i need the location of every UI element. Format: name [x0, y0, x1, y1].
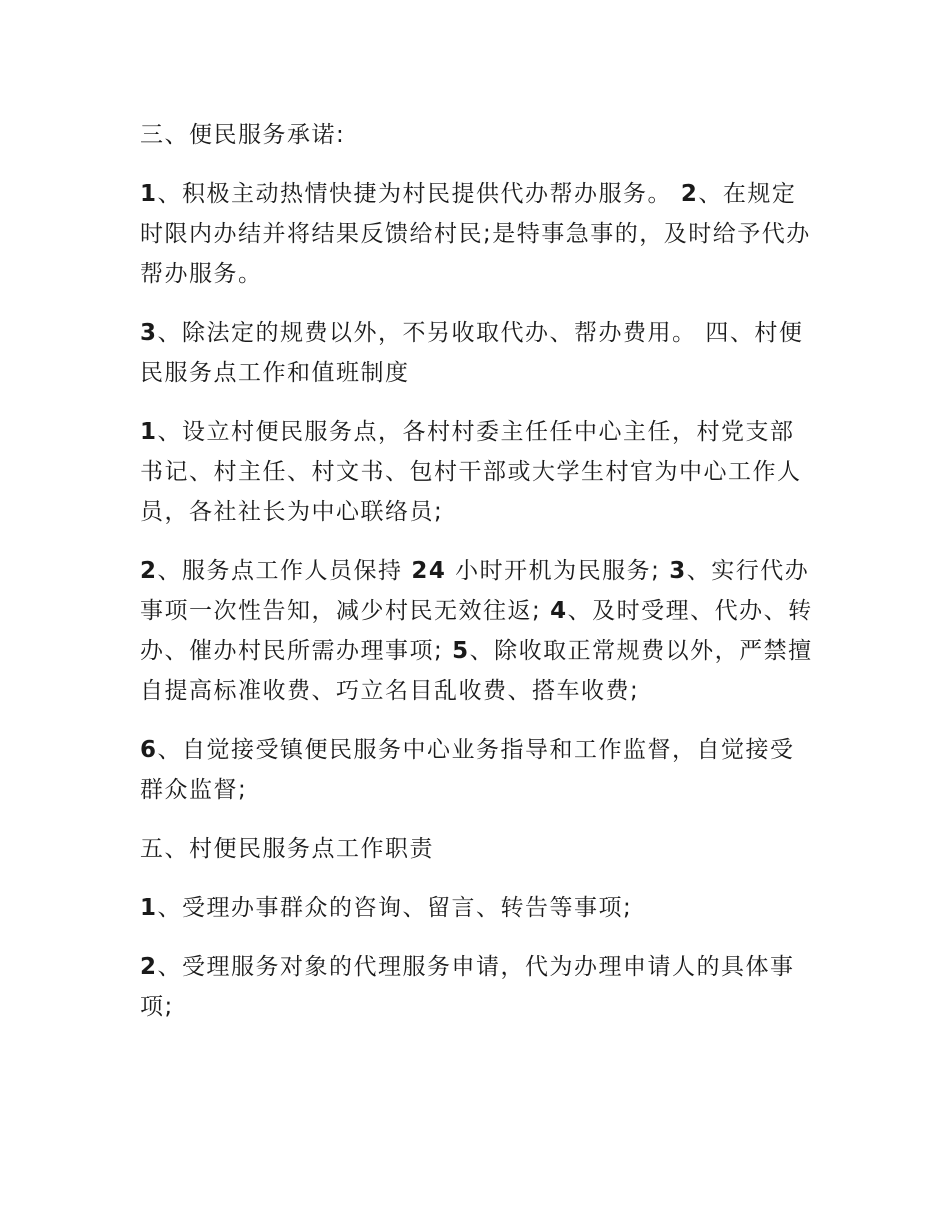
item-number: 2: [140, 954, 158, 980]
paragraph-text: 、除法定的规费以外，不另收取代办、帮办费用。 四、村便民服务点工作和值班制度: [140, 320, 804, 386]
paragraph: [140, 947, 815, 1027]
item-number: 5: [452, 638, 470, 664]
paragraph: [140, 412, 815, 532]
paragraph: [140, 174, 815, 294]
paragraph-text: 、积极主动热情快捷为村民提供代办帮办服务。: [157, 181, 681, 207]
paragraph-text: 、设立村便民服务点，各村村委主任任中心主任，村党支部书记、村主任、村文书、包村干部或大学生村官为中心工作人员，各社社长为中心联络员;: [140, 419, 802, 525]
paragraph-text: 、受理办事群众的咨询、留言、转告等事项;: [157, 895, 633, 921]
paragraph-text: 、除收取正常规费以外，严禁擅自提高标准收费、巧立名目乱收费、搭车收费;: [140, 638, 813, 704]
paragraph-text: 、自觉接受镇便民服务中心业务指导和工作监督，自觉接受群众监督;: [140, 737, 795, 803]
item-number: 1: [140, 181, 158, 207]
paragraph: [140, 313, 815, 393]
paragraph: [140, 888, 815, 928]
paragraph: [140, 551, 815, 711]
paragraph: [140, 730, 815, 810]
paragraph-text: 、实行代办事项一次性告知，减少村民无效往返;: [140, 558, 810, 624]
paragraph-text: 、在规定时限内办结并将结果反馈给村民;是特事急事的，及时给予代办帮办服务。: [140, 181, 811, 287]
paragraph-text: 五、村便民服务点工作职责: [140, 836, 434, 862]
paragraph-text: 、及时受理、代办、转办、催办村民所需办理事项;: [140, 598, 813, 664]
paragraph-text: 三、便民服务承诺:: [140, 122, 346, 148]
item-number: 2: [140, 558, 158, 584]
item-number: 24: [411, 558, 447, 584]
item-number: 2: [680, 181, 699, 207]
item-number: 1: [140, 895, 158, 921]
item-number: 4: [550, 598, 568, 624]
paragraph-text: 小时开机为民服务;: [446, 558, 670, 584]
item-number: 3: [140, 320, 158, 346]
document-body: [140, 115, 815, 1046]
paragraph-text: 、受理服务对象的代理服务申请，代为办理申请人的具体事项;: [140, 954, 795, 1020]
paragraph: [140, 829, 815, 869]
item-number: 1: [140, 419, 158, 445]
item-number: 3: [669, 558, 687, 584]
item-number: 6: [140, 737, 158, 763]
paragraph: [140, 115, 815, 155]
paragraph-text: 、服务点工作人员保持: [157, 558, 412, 584]
